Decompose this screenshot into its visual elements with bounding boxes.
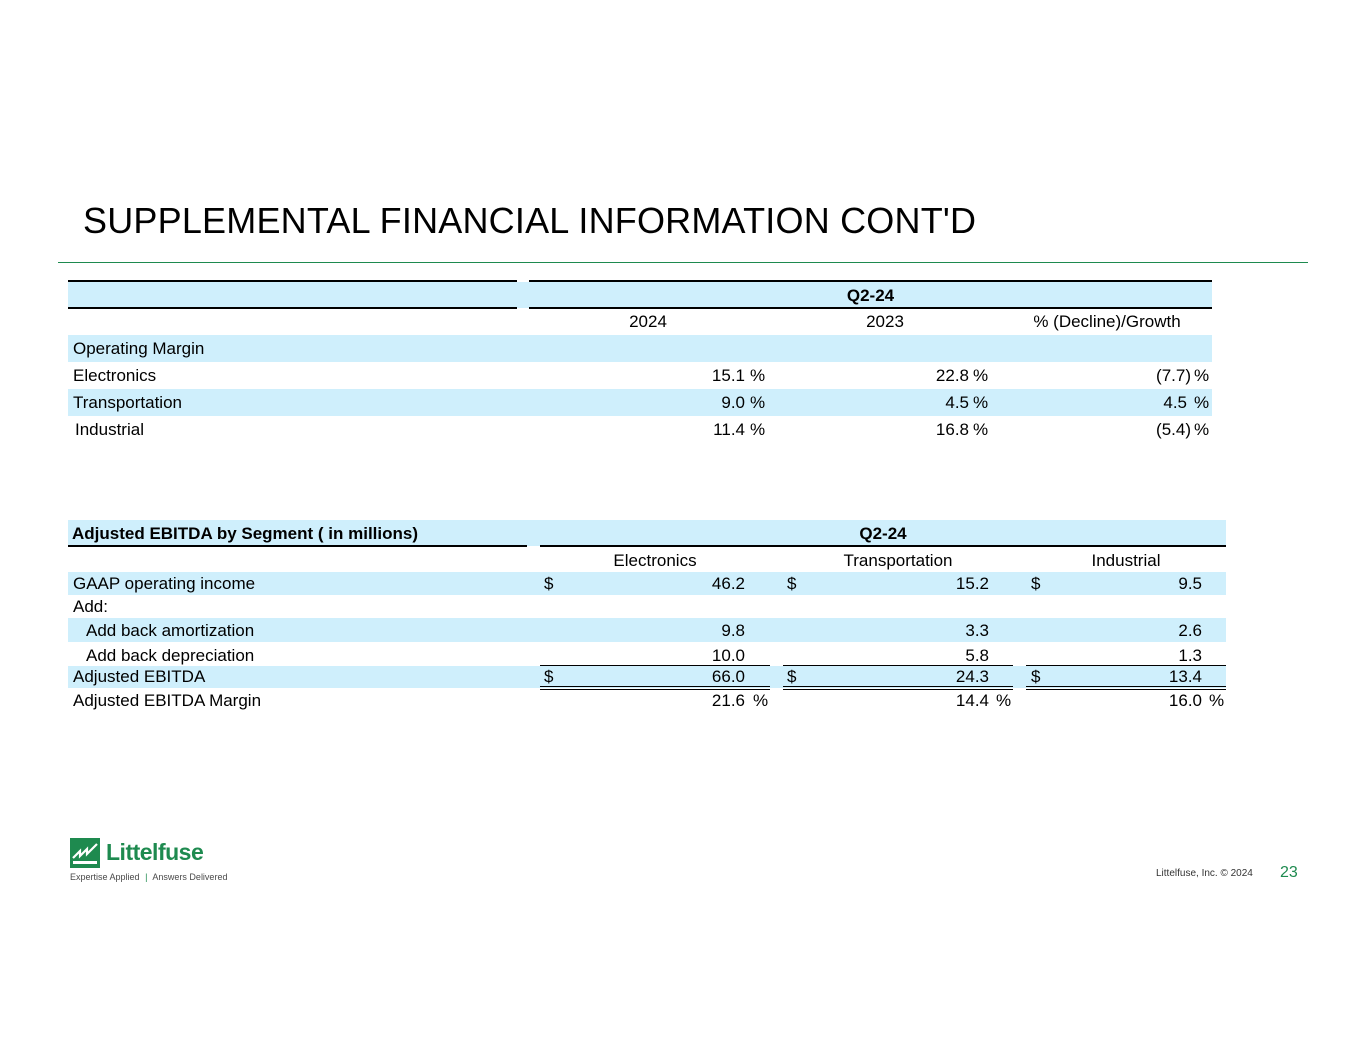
table1-col-2023: 2023 [866, 312, 904, 331]
total-double-rule [1026, 686, 1226, 687]
total-double-rule [540, 686, 770, 687]
copyright: Littelfuse, Inc. © 2024 [1156, 868, 1253, 879]
table2-row-label: Add back amortization [86, 621, 255, 640]
table1-header-rule-right [529, 307, 1212, 309]
table2-cell-electronics: 10.0 [711, 646, 745, 665]
currency-sign: $ [544, 667, 554, 686]
table1-period: Q2-24 [846, 286, 895, 305]
total-double-rule [1026, 689, 1226, 690]
page-title: SUPPLEMENTAL FINANCIAL INFORMATION CONT'D [83, 200, 977, 241]
table2-col-electronics: Electronics [613, 551, 697, 570]
table2-cell-electronics: 46.2 [711, 574, 745, 593]
table1-cell-2023: 22.8 [935, 366, 969, 385]
table2-cell-transportation: 24.3 [955, 667, 989, 686]
table2-cell-electronics: 9.8 [721, 621, 745, 640]
table2-cell-transportation: 3.3 [965, 621, 989, 640]
table1-cell-2024: 9.0 [721, 393, 745, 412]
total-double-rule [783, 686, 1013, 687]
table2-cell-industrial: 9.5 [1178, 574, 1202, 593]
total-double-rule [540, 689, 770, 690]
table1-pct-sign: % [750, 393, 766, 412]
table1-pct-sign: % [973, 366, 989, 385]
currency-sign: $ [787, 667, 797, 686]
page-number: 23 [1280, 864, 1298, 881]
table2-row-label: Add: [73, 597, 108, 616]
table2-cell-electronics: 66.0 [711, 667, 745, 686]
table1-col-growth: % (Decline)/Growth [1033, 312, 1181, 331]
table1-cell-growth: 4.5 [1163, 393, 1187, 412]
table2-cell-transportation: 14.4 [955, 691, 989, 710]
title-divider [58, 262, 1308, 263]
table1-row-label: Transportation [73, 393, 182, 412]
table2-pct-sign: % [996, 691, 1012, 710]
table1-pct-sign: % [1194, 420, 1210, 439]
tagline-separator: | [145, 872, 148, 882]
brand-name: Littelfuse [106, 839, 204, 865]
table1-row-label: Electronics [73, 366, 157, 385]
table2-cell-industrial: 2.6 [1178, 621, 1202, 640]
table1-cell-2023: 16.8 [935, 420, 969, 439]
littelfuse-logo-icon [70, 838, 100, 868]
littelfuse-logo-mark-icon [70, 838, 100, 868]
table2-pct-sign: % [753, 691, 769, 710]
tagline-right: Answers Delivered [152, 872, 228, 882]
currency-sign: $ [544, 574, 554, 593]
table1-cell-growth: (7.7) [1156, 366, 1191, 385]
table1-section-label: Operating Margin [73, 339, 205, 358]
table1-cell-2024: 11.4 [713, 420, 745, 439]
table2-col-industrial: Industrial [1091, 551, 1161, 570]
table2-row-band [68, 666, 1226, 688]
table2-cell-transportation: 15.2 [955, 574, 989, 593]
currency-sign: $ [1031, 667, 1041, 686]
table2-header-rule-left [68, 545, 527, 547]
table1-header-rule-left [68, 307, 517, 309]
currency-sign: $ [1031, 574, 1041, 593]
table1-col-2024: 2024 [629, 312, 667, 331]
table2-cell-transportation: 5.8 [965, 646, 989, 665]
table2-heading: Adjusted EBITDA by Segment ( in millions) [72, 524, 419, 543]
table2-period: Q2-24 [859, 524, 907, 543]
table1-pct-sign: % [750, 366, 766, 385]
table2-row-label: GAAP operating income [73, 574, 256, 593]
table1-pct-sign: % [1194, 393, 1210, 412]
table1-cell-2023: 4.5 [945, 393, 969, 412]
table2-row-label: Adjusted EBITDA [73, 667, 206, 686]
table1-row-label: Industrial [75, 420, 144, 439]
table1-cell-2024: 15.1 [711, 366, 745, 385]
table2-col-transportation: Transportation [843, 551, 953, 570]
table2-row-label: Add back depreciation [86, 646, 255, 665]
table1-section-band [68, 335, 1212, 362]
total-double-rule [783, 689, 1013, 690]
table1-pct-sign: % [973, 393, 989, 412]
table2-pct-sign: % [1209, 691, 1225, 710]
table1-pct-sign: % [750, 420, 766, 439]
table2-cell-industrial: 13.4 [1168, 667, 1202, 686]
table2-header-rule-right [540, 545, 1226, 547]
table1-cell-growth: (5.4) [1156, 420, 1191, 439]
table1-pct-sign: % [1194, 366, 1210, 385]
table2-cell-electronics: 21.6 [711, 691, 745, 710]
table2-cell-industrial: 16.0 [1168, 691, 1202, 710]
table2-row-label: Adjusted EBITDA Margin [73, 691, 262, 710]
tagline-left: Expertise Applied [70, 872, 140, 882]
brand-tagline [70, 872, 227, 882]
table2-cell-industrial: 1.3 [1178, 646, 1202, 665]
table1-pct-sign: % [973, 420, 989, 439]
currency-sign: $ [787, 574, 797, 593]
